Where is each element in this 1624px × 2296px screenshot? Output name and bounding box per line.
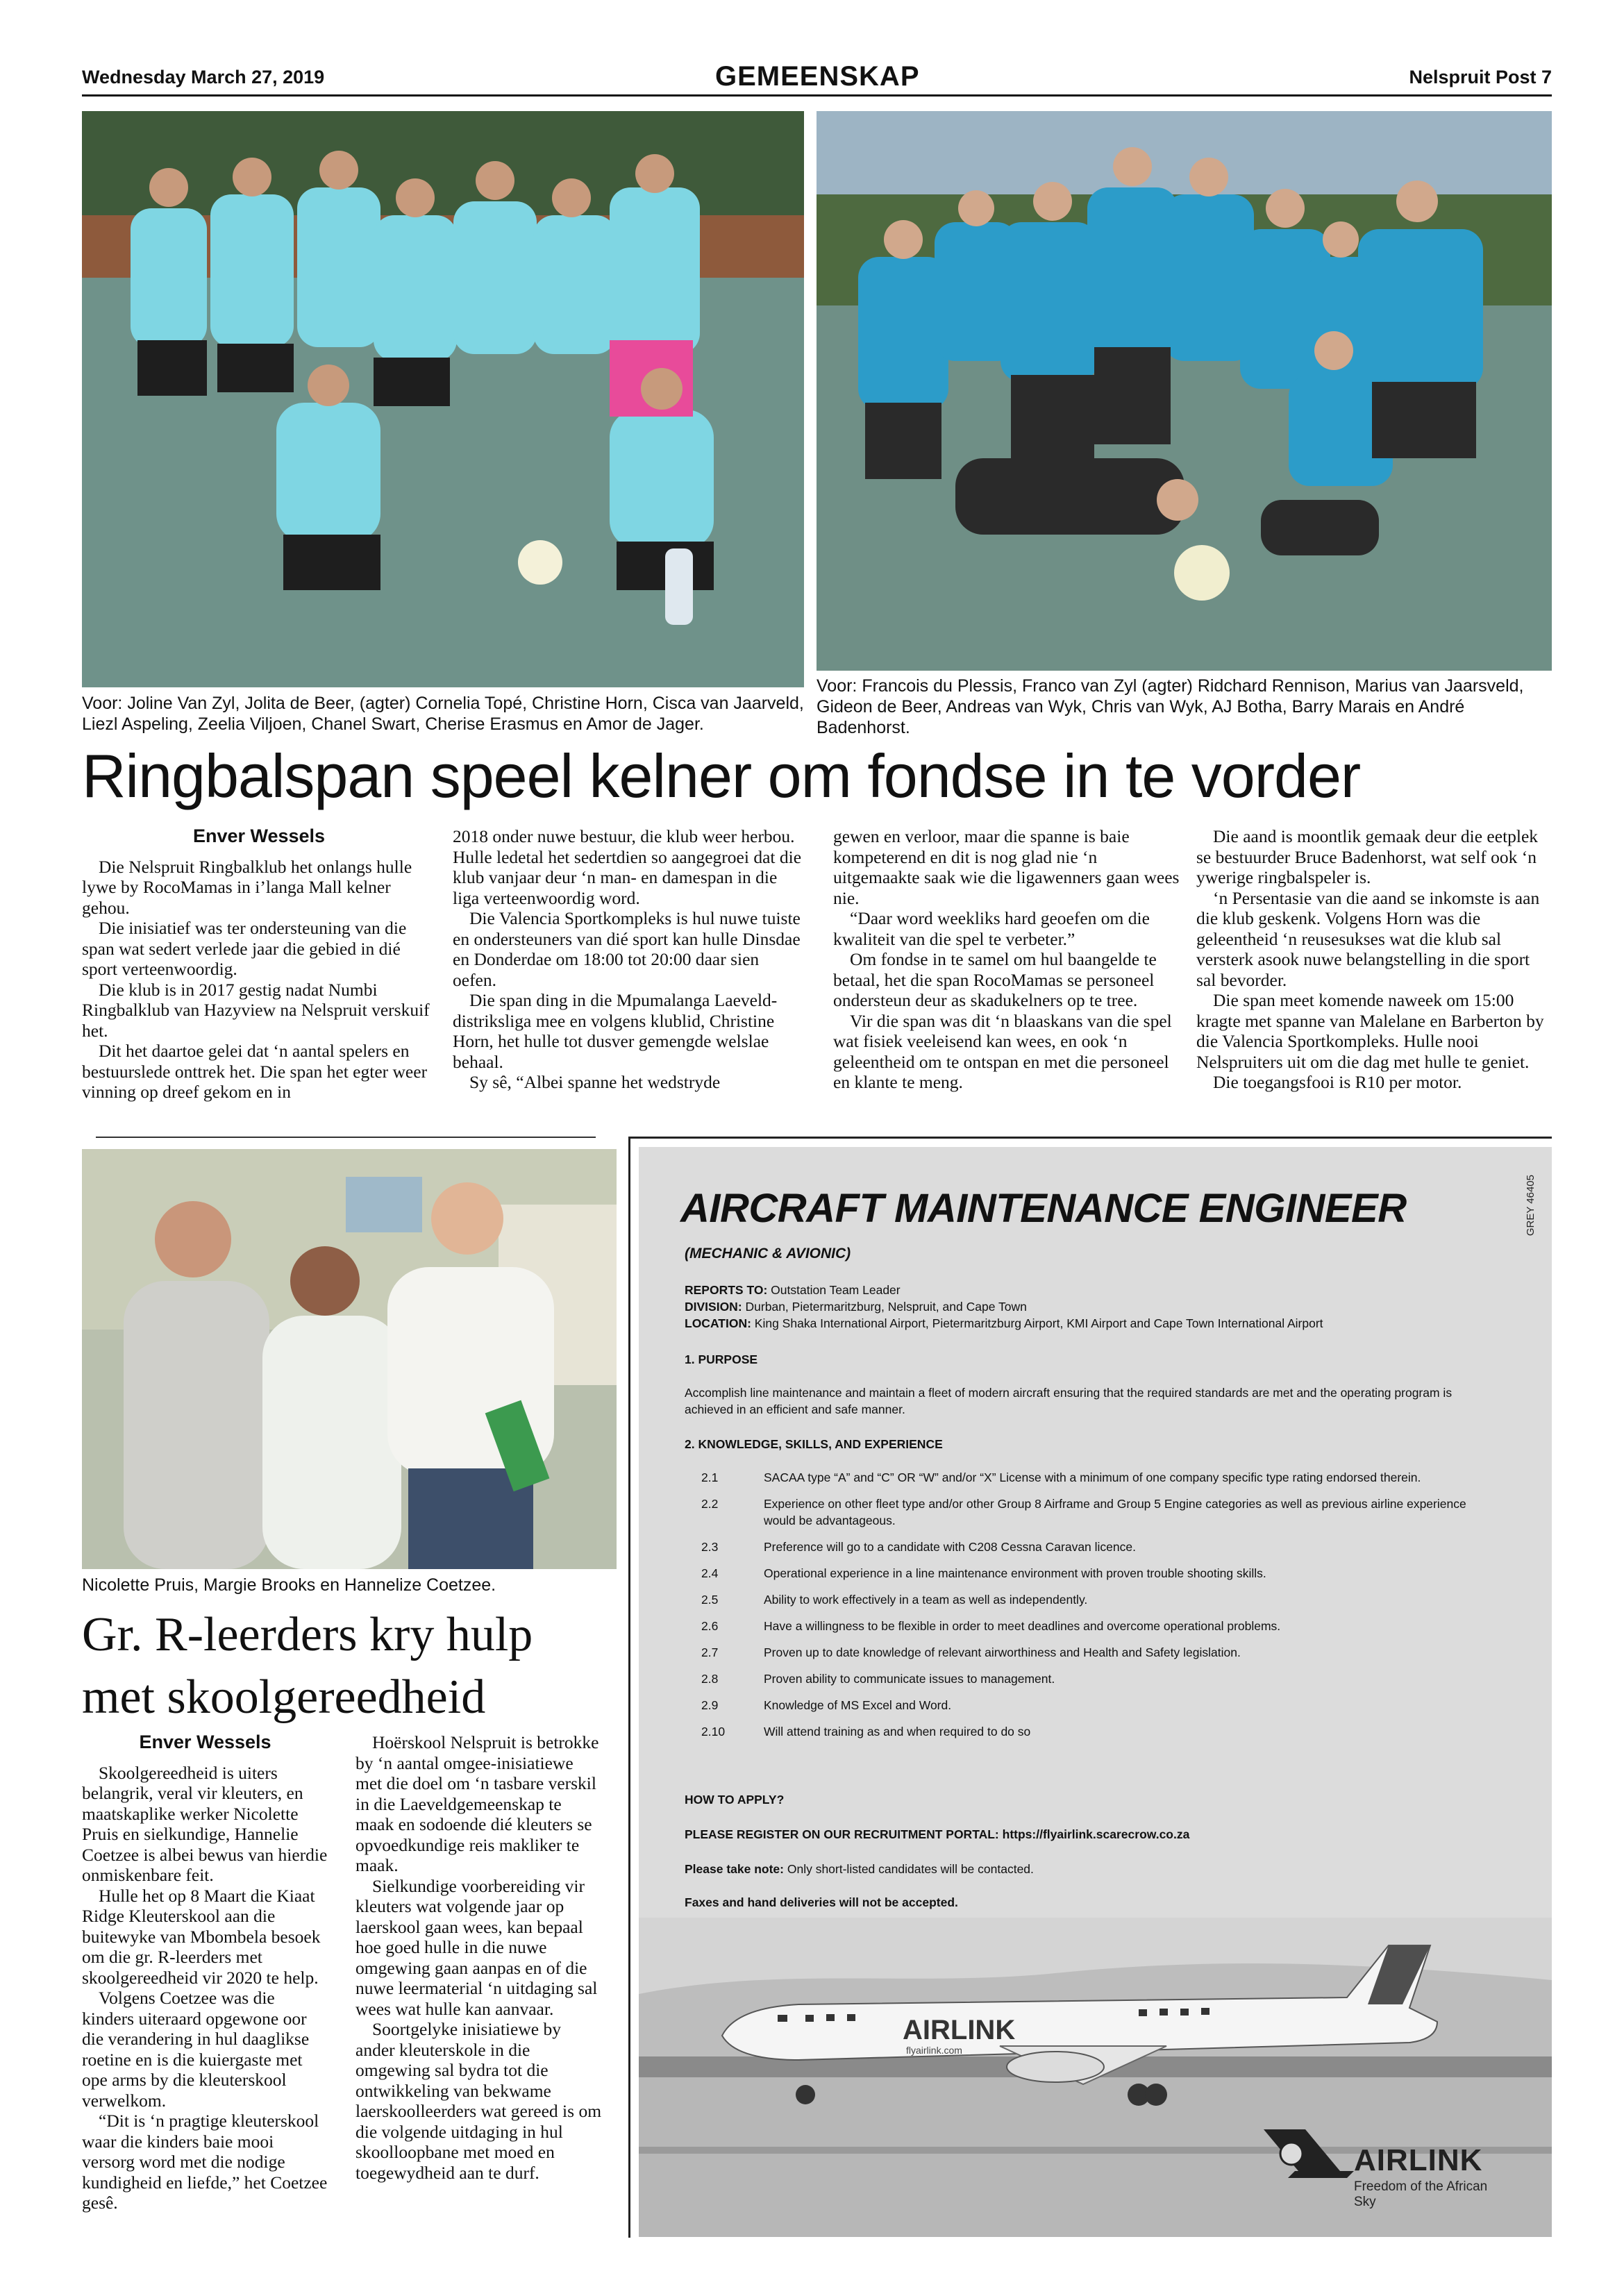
men-team-photo bbox=[817, 111, 1552, 671]
paragraph: Die span meet komende naweek om 15:00 kragte met spanne van Malelane en Barberton by die Valencia Sportkompleks. Hulle nooi Nelspruiters uit om die dag met hulle te geniet. bbox=[1196, 990, 1544, 1072]
paragraph: Hulle het op 8 Maart die Kiaat Ridge Kleuterskool aan die buitewyke van Mbombela besoek om die gr. R-leerders met skoolgereedheid vir 2020 te help. bbox=[82, 1885, 321, 1988]
paragraph: Sy sê, “Albei spanne het wedstryde bbox=[469, 1072, 721, 1092]
faxes-note: Faxes and hand deliveries will not be accepted. bbox=[685, 1895, 958, 1909]
item-text: Preference will go to a candidate with C208 Cessna Caravan licence. bbox=[764, 1540, 1136, 1554]
paragraph: Die aand is moontlik gemaak deur die eetplek se bestuurder Bruce Badenhorst, wat self ook ‘n ywerige ringbalspeler is. bbox=[1196, 826, 1539, 887]
paragraph: gewen en verloor, maar die spanne is baie kompeterend en dit is nog glad nie ‘n uitgemaakte saak wie die ligawenners gaan wees nie. bbox=[833, 826, 1180, 908]
airlink-logo-text: AIRLINK bbox=[1354, 2143, 1483, 2177]
advert-code: GREY 46405 bbox=[1525, 1175, 1537, 1237]
purpose-text: Accomplish line maintenance and maintain a fleet of modern aircraft ensuring that the required standards are met and the operating program is achieved in an efficient and safe manner. bbox=[685, 1386, 1453, 1416]
advert-title: AIRCRAFT MAINTENANCE ENGINEER bbox=[680, 1186, 1407, 1231]
item-number: 2.4 bbox=[701, 1566, 719, 1580]
item-number: 2.9 bbox=[701, 1698, 719, 1712]
item-number: 2.1 bbox=[701, 1470, 719, 1484]
paragraph: ‘n Persentasie van die aand se inkomste is aan die klub geskenk. Volgens Horn was die geleentheid ‘n reusesukses wat die klub sal versterk asook nuwe belangstelling in die sport sal bevorder. bbox=[1196, 887, 1540, 990]
paragraph: 2018 onder nuwe bestuur, die klub weer herbou. Hulle ledetal het sedertdien so aangegroei dat die klub vanjaar deur ‘n man- en damespan in die liga verteenwoordig word. bbox=[453, 826, 802, 908]
airlink-tagline: Freedom of the African Sky bbox=[1354, 2179, 1488, 2209]
reports-to-label: REPORTS TO: bbox=[685, 1283, 768, 1297]
advert-meta bbox=[685, 1282, 1518, 1332]
item-text: Operational experience in a line maintenance environment with proven trouble shooting skills. bbox=[764, 1566, 1266, 1580]
women-team-photo bbox=[82, 111, 804, 687]
item-text: Will attend training as and when required to do so bbox=[764, 1725, 1031, 1738]
item-number: 2.8 bbox=[701, 1672, 719, 1686]
item-number: 2.10 bbox=[701, 1725, 726, 1738]
paragraph: Om fondse in te samel om hul baangelde te betaal, het die span RocoMamas se personeel ondersteun deur as skadukelners op te tree. bbox=[833, 949, 1157, 1010]
reports-to-value: Outstation Team Leader bbox=[771, 1283, 901, 1297]
article1-column-3 bbox=[833, 826, 1187, 1093]
item-text: Ability to work effectively in a team as well as independently. bbox=[764, 1593, 1088, 1607]
item-text: Have a willingness to be flexible in order to meet deadlines and overcome operational problems. bbox=[764, 1619, 1281, 1633]
paragraph: Die Nelspruit Ringbalklub het onlangs hulle lywe by RocoMamas in i’langa Mall kelner gehou. bbox=[82, 856, 412, 918]
paragraph: Sielkundige voorbereiding vir kleuters wat volgende jaar op laerskool gaan wees, kan bepaal hoe goed hulle in die nuwe omgewing gaan aanpas en of die nuwe leermaterial ‘n uitdaging sal wees wat hulle kan aanvaar. bbox=[355, 1875, 598, 2019]
article2-headline: Gr. R-leerders kry hulp met skoolgereedheid bbox=[82, 1608, 533, 1724]
school-visit-caption: Nicolette Pruis, Margie Brooks en Hannelize Coetzee. bbox=[82, 1575, 496, 1595]
paragraph: Die span ding in die Mpumalanga Laeveld-distriksliga mee en volgens klublid, Christine Horn, het hulle tot dusver gemengde welslae behaal. bbox=[453, 990, 778, 1072]
division-label: DIVISION: bbox=[685, 1300, 742, 1314]
section-title: GEMEENSKAP bbox=[715, 61, 920, 92]
item-text: Proven ability to communicate issues to management. bbox=[764, 1672, 1055, 1686]
article2-column-2 bbox=[355, 1732, 604, 2183]
men-team-caption: Voor: Francois du Plessis, Franco van Zyl (agter) Ridchard Rennison, Marius van Jaarsveld, Gideon de Beer, Andreas van Wyk, Chris van Wyk, AJ Botha, Barry Marais en André Badenhorst. bbox=[817, 676, 1524, 737]
item-text: Experience on other fleet type and/or other Group 8 Airframe and Group 5 Engine categories as well as previous airline experience would be advantageous. bbox=[764, 1497, 1466, 1527]
advert-border-top bbox=[628, 1137, 1552, 1139]
item-text: Proven up to date knowledge of relevant airworthiness and Health and Safety legislation. bbox=[764, 1645, 1241, 1659]
paragraph: “Dit is ‘n pragtige kleuterskool waar die kinders baie mooi versorg word met die nodige kundigheid en liefde,” het Coetzee gesê. bbox=[82, 2111, 328, 2213]
how-to-apply-heading: HOW TO APPLY? bbox=[685, 1793, 785, 1807]
paragraph: Die toegangsfooi is R10 per motor. bbox=[1213, 1072, 1462, 1092]
ksa-heading: 2. KNOWLEDGE, SKILLS, AND EXPERIENCE bbox=[685, 1437, 943, 1451]
article1-column-1 bbox=[82, 826, 436, 1103]
location-label: LOCATION: bbox=[685, 1316, 751, 1330]
division-value: Durban, Pietermaritzburg, Nelspruit, and Cape Town bbox=[745, 1300, 1027, 1314]
article1-byline: Enver Wessels bbox=[192, 826, 326, 846]
item-number: 2.2 bbox=[701, 1497, 719, 1511]
paragraph: “Daar word weekliks hard geoefen om die kwaliteit van die spel te verbeter.” bbox=[833, 908, 1150, 949]
note-label: Please take note: bbox=[685, 1862, 784, 1876]
item-number: 2.3 bbox=[701, 1540, 719, 1554]
article1-column-4 bbox=[1196, 826, 1552, 1093]
article1-column-2 bbox=[453, 826, 807, 1093]
location-value: King Shaka International Airport, Pietermaritzburg Airport, KMI Airport and Cape Town International Airport bbox=[754, 1316, 1323, 1330]
divider-rule bbox=[96, 1137, 596, 1138]
paragraph: Vir die span was dit ‘n blaaskans van die spel wat fisiek veeleisend kan wees, en ook ‘n geleentheid om te ontspan en met die personeel en klante te meng. bbox=[833, 1010, 1172, 1092]
women-team-caption: Voor: Joline Van Zyl, Jolita de Beer, (agter) Cornelia Topé, Christine Horn, Cisca van Jaarveld, Liezl Aspeling, Zeelia Viljoen, Chanel Swart, Cherise Erasmus en Amor de Jager. bbox=[82, 694, 804, 734]
plane-url: flyairlink.com bbox=[906, 2045, 962, 2056]
register-link[interactable]: https://flyairlink.scarecrow.co.za bbox=[1002, 1827, 1190, 1841]
item-text: SACAA type “A” and “C” OR “W” and/or “X” License with a minimum of one company specific type rating endorsed therein. bbox=[764, 1470, 1421, 1484]
paper-name-page: Nelspruit Post 7 bbox=[1409, 67, 1552, 87]
header-rule bbox=[82, 94, 1552, 97]
paragraph: Die klub is in 2017 gestig nadat Numbi Ringbalklub van Hazyview na Nelspruit verskuif het. bbox=[82, 979, 430, 1041]
paragraph: Die Valencia Sportkompleks is hul nuwe tuiste en ondersteuners van dié sport kan hulle Dinsdae en Donderdae om 18:00 tot 20:00 daar sien oefen. bbox=[453, 908, 801, 990]
paragraph: Hoërskool Nelspruit is betrokke by ‘n aantal omgee-inisiatiewe met die doel om ‘n tasbare verskil in die Laeveldgemeenskap te maak en sodoende dié kleuters se opvoedkundige reis makliker te maak. bbox=[355, 1732, 599, 1875]
paragraph: Volgens Coetzee was die kinders uiteraard opgewone oor die verandering in hul daaglikse roetine en is die kuiergaste met ope arms by die kleuterskool verwelkom. bbox=[82, 1988, 310, 2111]
paragraph: Dit het daartoe gelei dat ‘n aantal spelers en bestuurslede onttrek het. Die span het egter weer vinning op dreef gekom en in bbox=[82, 1041, 428, 1102]
advert-subtitle: (MECHANIC & AVIONIC) bbox=[685, 1246, 851, 1262]
paragraph: Soortgelyke inisiatiewe by ander kleuterskole in die omgewing sal bydra tot die ontwikkeling van bekwame laerskoolleerders wat gereed is om die volgende uitdaging in hul skoolloopbane met moed en toegewydheid aan te durf. bbox=[355, 2019, 602, 2183]
ksa-list bbox=[701, 1469, 1521, 1761]
article2-column-1 bbox=[82, 1732, 328, 2213]
advert-border-left bbox=[628, 1139, 630, 2238]
note-line bbox=[685, 1861, 1518, 1877]
item-text: Knowledge of MS Excel and Word. bbox=[764, 1698, 952, 1712]
register-line bbox=[685, 1826, 1518, 1843]
purpose-heading: 1. PURPOSE bbox=[685, 1352, 758, 1366]
school-visit-photo bbox=[82, 1149, 617, 1569]
paragraph: Skoolgereedheid is uiters belangrik, veral vir kleuters, en maatskaplike werker Nicolette Pruis en sielkundige, Hannelie Coetzee is albei bewus van hierdie onmiskenbare feit. bbox=[82, 1762, 328, 1885]
article1-headline: Ringbalspan speel kelner om fondse in te vorder bbox=[82, 741, 1361, 810]
plane-livery: AIRLINK bbox=[903, 2015, 1016, 2045]
paragraph: Die inisiatief was ter ondersteuning van die span wat sedert verlede jaar die gebied in dié sport verteenwoordig. bbox=[82, 918, 407, 979]
item-number: 2.6 bbox=[701, 1619, 719, 1633]
job-advert bbox=[639, 1147, 1552, 2237]
page-date: Wednesday March 27, 2019 bbox=[82, 67, 325, 87]
register-label: PLEASE REGISTER ON OUR RECRUITMENT PORTAL: bbox=[685, 1827, 999, 1841]
item-number: 2.7 bbox=[701, 1645, 719, 1659]
airlink-logo bbox=[1257, 2122, 1507, 2209]
note-text: Only short-listed candidates will be contacted. bbox=[787, 1862, 1034, 1876]
item-number: 2.5 bbox=[701, 1593, 719, 1607]
article2-byline: Enver Wessels bbox=[139, 1732, 271, 1752]
